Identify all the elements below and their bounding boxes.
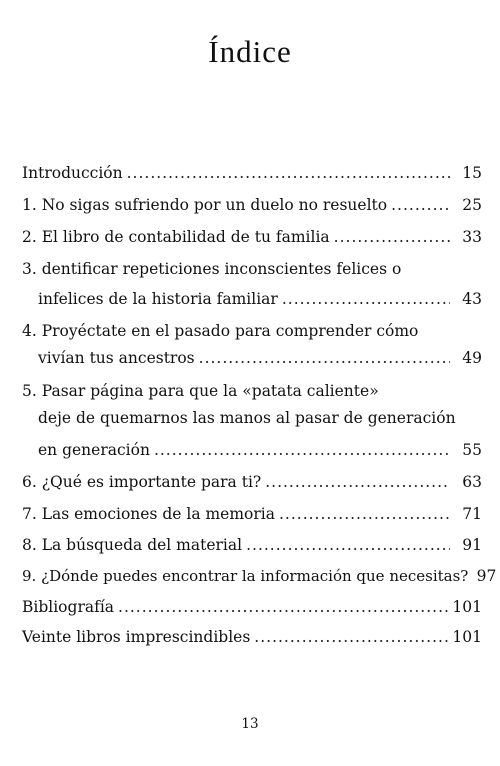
toc-entry-6 (22, 468, 482, 496)
toc-entry-title: 4. Proyéctate en el pasado para comprender cómo (22, 322, 419, 340)
toc-entry-title: 2. El libro de contabilidad de tu familia (22, 228, 330, 246)
toc-entry-page: 97 (476, 567, 497, 585)
page-number: 13 (241, 716, 259, 732)
toc-entry-title: Veinte libros imprescindibles (22, 628, 251, 646)
toc-entry-5-line-2 (22, 404, 482, 432)
dot-leader (254, 623, 448, 651)
toc-entry-page: 15 (462, 164, 482, 182)
toc-entry-title-continued: vivían tus ancestros (38, 349, 195, 367)
dot-leader (118, 593, 448, 621)
dot-leader (246, 531, 450, 559)
toc-entry-title: 3. dentificar repeticiones inconscientes felices o (22, 260, 402, 278)
toc-entry-page: 25 (462, 196, 482, 214)
toc-entry-title-continued: deje de quemarnos las manos al pasar de generación (38, 409, 456, 427)
dot-leader (334, 223, 450, 251)
dot-leader (154, 436, 450, 464)
dot-leader (199, 344, 450, 372)
toc-entry-page: 33 (462, 228, 482, 246)
toc-entry-8 (22, 531, 482, 559)
toc-entry-title: 9. ¿Dónde puedes encontrar la información que necesitas? (22, 567, 469, 585)
toc-entry-bibliografia (22, 593, 482, 621)
toc-entry-page: 101 (452, 598, 482, 616)
toc-entry-title: Introducción (22, 164, 123, 182)
dot-leader (391, 191, 450, 219)
toc-entry-2 (22, 223, 482, 251)
toc-entry-veinte-libros (22, 623, 482, 651)
toc-entry-page: 63 (462, 473, 482, 491)
toc-entry-title: 7. Las emociones de la memoria (22, 505, 275, 523)
dot-leader (282, 285, 450, 313)
dot-leader (279, 500, 450, 528)
toc-entry-page: 101 (452, 628, 482, 646)
toc-entry-title: 8. La búsqueda del material (22, 536, 243, 554)
toc-entry-5-line-1 (22, 377, 482, 405)
toc-entry-title-continued: en generación (38, 441, 150, 459)
toc-entry-page: 55 (462, 441, 482, 459)
toc-entry-3-line-2 (22, 285, 482, 313)
toc-entry-1 (22, 191, 482, 219)
toc-entry-9 (22, 562, 497, 590)
toc-entry-7 (22, 500, 482, 528)
toc-entry-title: 1. No sigas sufriendo por un duelo no resuelto (22, 196, 388, 214)
dot-leader (127, 159, 450, 187)
dot-leader (265, 468, 450, 496)
toc-entry-title: 5. Pasar página para que la «patata caliente» (22, 382, 379, 400)
toc-entry-5-line-3 (22, 436, 482, 464)
toc-entry-title: 6. ¿Qué es importante para ti? (22, 473, 262, 491)
page-title: Índice (208, 34, 292, 69)
toc-entry-page: 43 (462, 290, 482, 308)
toc-entry-4-line-1 (22, 317, 482, 345)
toc-entry-title-continued: infelices de la historia familiar (38, 290, 278, 308)
toc-entry-introduccion (22, 159, 482, 187)
toc-entry-page: 49 (462, 349, 482, 367)
toc-entry-page: 71 (462, 505, 482, 523)
toc-entry-page: 91 (462, 536, 482, 554)
toc-entry-4-line-2 (22, 344, 482, 372)
toc-entry-title: Bibliografía (22, 598, 115, 616)
toc-entry-3-line-1 (22, 255, 482, 283)
